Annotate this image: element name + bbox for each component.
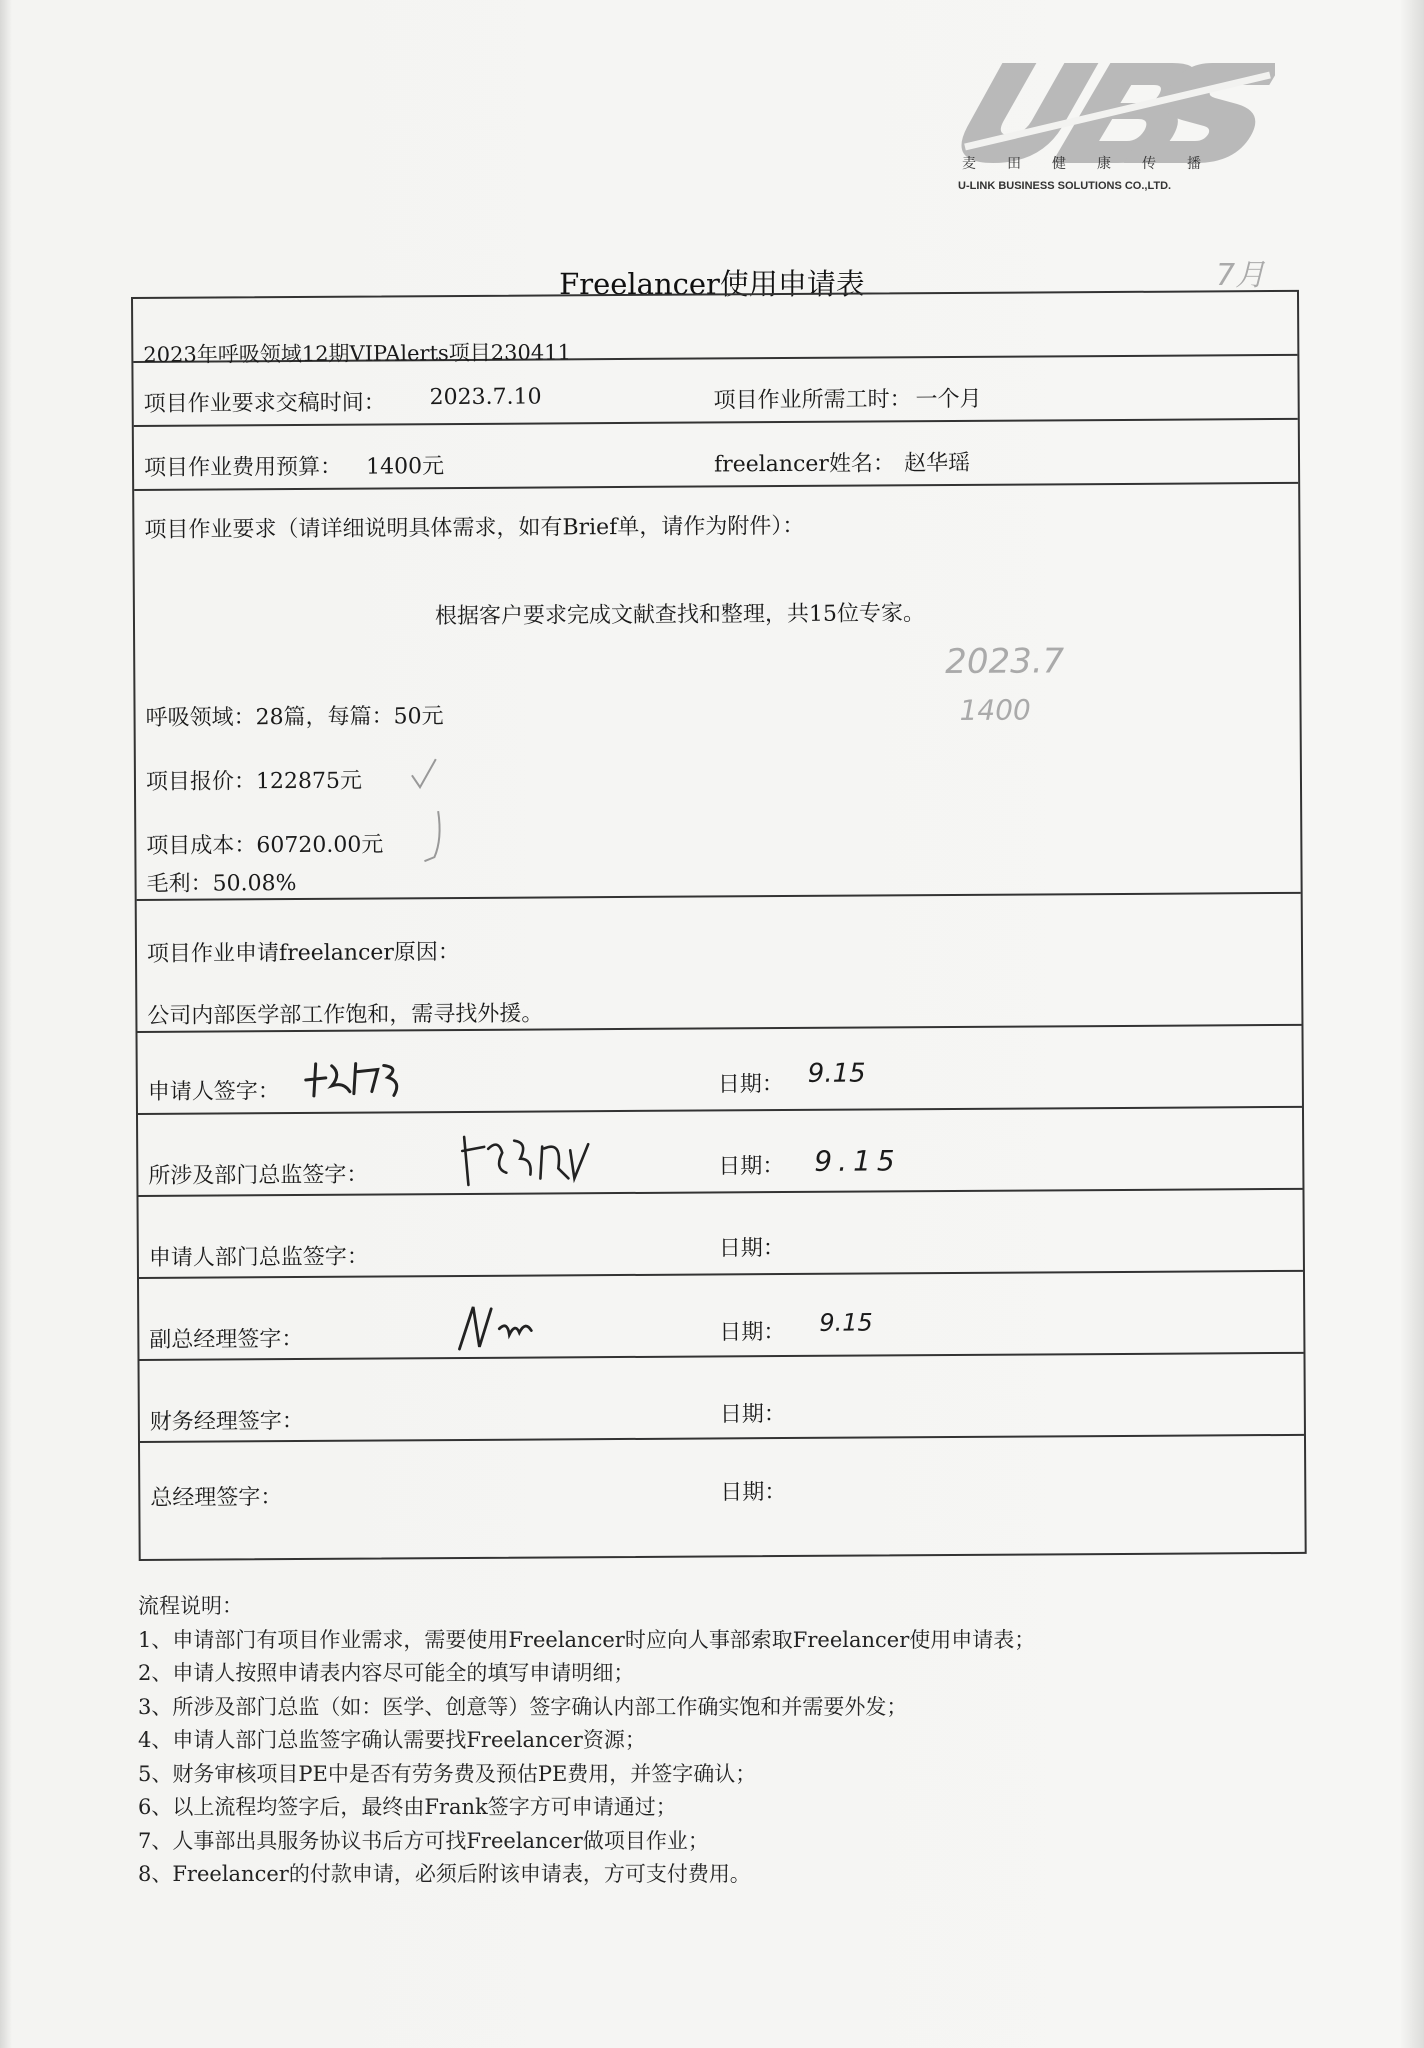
freelancer-name-label: freelancer姓名：: [713, 451, 896, 478]
handwritten-date-note: 2023.7: [945, 641, 1065, 683]
check-mark-cost: [420, 809, 450, 865]
hours-value: 一个月: [915, 386, 982, 413]
reason-text: 公司内部医学部工作饱和，需寻找外援。: [147, 1001, 544, 1029]
application-form-table: [131, 290, 1307, 1561]
process-step: 7、人事部出具服务协议书后方可找Freelancer做项目作业；: [138, 1828, 709, 1853]
process-step: 1、申请部门有项目作业需求，需要使用Freelancer时应向人事部索取Freelancer使用申请表；: [138, 1627, 1036, 1652]
project-name: 2023年呼吸领域12期VIPAlerts项目230411: [143, 340, 571, 367]
requirements-row: [134, 484, 1300, 901]
finance-manager-signature-label: 财务经理签字：: [149, 1408, 304, 1435]
budget-label: 项目作业费用预算：: [143, 454, 343, 481]
applicant-signature-label: 申请人签字：: [147, 1079, 280, 1105]
signature-row-applicant: [137, 1026, 1301, 1115]
check-mark-quote: [406, 755, 446, 795]
handwritten-amount-note: 1400: [959, 693, 1031, 727]
signature-row-vice-gm: [139, 1272, 1303, 1361]
freelancer-name-value: 赵华瑶: [903, 450, 971, 477]
vice-gm-signature: [455, 1298, 565, 1353]
finance-manager-date-label: 日期：: [719, 1402, 786, 1428]
handwritten-top-note: 7月: [1216, 258, 1266, 293]
process-step: 4、申请人部门总监签字确认需要找Freelancer资源；: [138, 1728, 646, 1752]
cost-line: 项目成本：60720.00元: [146, 832, 384, 859]
deadline-value: 2023.7.10: [429, 384, 542, 411]
requirement-label: 项目作业要求（请详细说明具体需求，如有Brief单，请作为附件）：: [144, 513, 805, 543]
process-step: 6、以上流程均签字后，最终由Frank签字方可申请通过；: [138, 1795, 677, 1819]
quote-line: 项目报价：122875元: [145, 768, 363, 795]
logo-english-name: U-LINK BUSINESS SOLUTIONS CO.,LTD.: [958, 180, 1172, 192]
process-heading: 流程说明：: [138, 1594, 243, 1618]
budget-value: 1400元: [365, 454, 445, 480]
vice-gm-date-value: 9.15: [819, 1308, 873, 1337]
budget-row: [134, 420, 1298, 491]
margin-line: 毛利：50.08%: [146, 871, 297, 897]
signature-row-finance-manager: [139, 1354, 1303, 1443]
applicant-director-date-label: 日期：: [718, 1236, 785, 1262]
dept-director-signature-label: 所涉及部门总监签字：: [148, 1162, 369, 1189]
applicant-signature: [302, 1051, 412, 1102]
signature-row-gm: [140, 1436, 1305, 1561]
form-title: Freelancer使用申请表: [559, 267, 865, 301]
requirement-text: 根据客户要求完成文献查找和整理，共15位专家。: [434, 601, 926, 630]
process-step: 5、财务审核项目PE中是否有劳务费及预估PE费用，并签字确认；: [138, 1761, 757, 1786]
logo-chinese-name: 麦田健康传播: [962, 156, 1232, 172]
project-name-row: [133, 292, 1297, 367]
applicant-date-label: 日期：: [717, 1072, 784, 1098]
gm-date-label: 日期：: [720, 1480, 787, 1506]
process-step: 8、Freelancer的付款申请，必须后附该申请表，方可支付费用。: [138, 1862, 751, 1886]
deadline-label: 项目作业要求交稿时间：: [143, 390, 386, 417]
vice-gm-date-label: 日期：: [719, 1320, 786, 1346]
dept-director-date-value: 9.15: [814, 1144, 901, 1178]
applicant-director-signature-label: 申请人部门总监签字：: [148, 1244, 369, 1271]
dept-director-signature: [458, 1128, 608, 1189]
hours-label: 项目作业所需工时：: [713, 387, 912, 414]
reason-label: 项目作业申请freelancer原因：: [146, 940, 460, 967]
signature-row-dept-director: [138, 1108, 1302, 1197]
vice-gm-signature-label: 副总经理签字：: [149, 1326, 304, 1353]
dept-director-date-label: 日期：: [718, 1154, 785, 1180]
reason-row: [137, 894, 1302, 1033]
field-line: 呼吸领域：28篇，每篇：50元: [145, 704, 444, 731]
process-step: 3、所涉及部门总监（如：医学、创意等）签字确认内部工作确实饱和并需要外发；: [138, 1694, 908, 1719]
gm-signature-label: 总经理签字：: [150, 1485, 283, 1511]
process-notes: [138, 1590, 1035, 1892]
applicant-date-value: 9.15: [807, 1058, 866, 1089]
process-step: 2、申请人按照申请表内容尽可能全的填写申请明细；: [138, 1661, 635, 1685]
signature-row-applicant-director: [138, 1190, 1302, 1279]
deadline-row: [133, 356, 1297, 427]
